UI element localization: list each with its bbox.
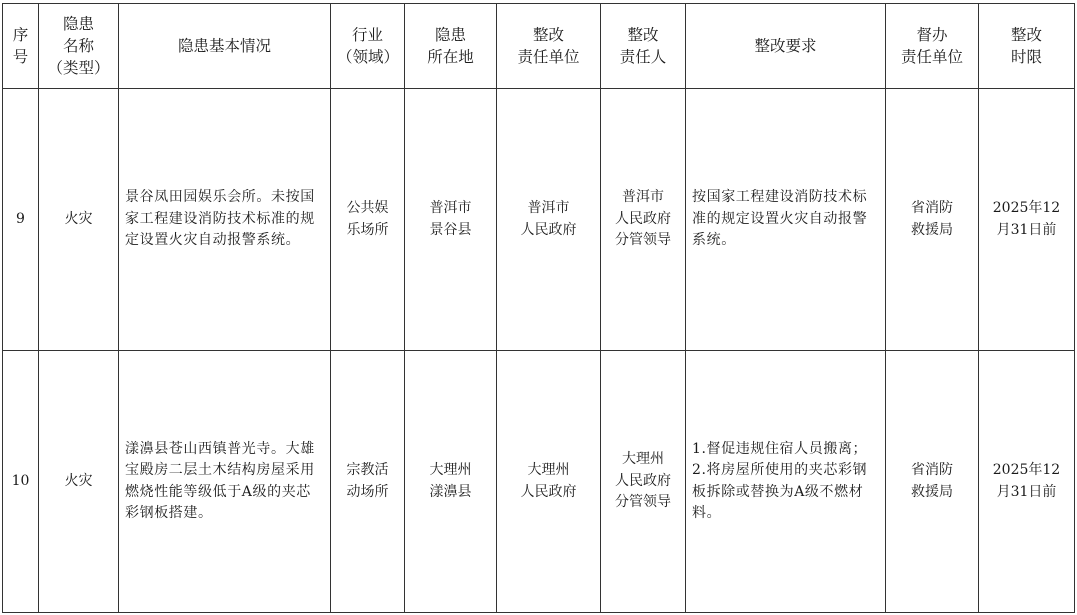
cell-supervisor-unit: 省消防 救援局 [886,89,979,351]
cell-hazard-type: 火灾 [39,351,119,613]
cell-deadline: 2025年12 月31日前 [979,89,1075,351]
cell-industry: 宗教活 动场所 [331,351,405,613]
cell-hazard-type: 火灾 [39,89,119,351]
table-row [3,351,1075,613]
cell-requirement: 按国家工程建设消防技术标准的规定设置火灾自动报警系统。 [686,89,886,351]
cell-deadline: 2025年12 月31日前 [979,351,1075,613]
header-responsible-person: 整改 责任人 [601,4,686,89]
cell-hazard-situation: 漾濞县苍山西镇普光寺。大雄宝殿房二层土木结构房屋采用燃烧性能等级低于A级的夹芯彩钢板搭建。 [119,351,331,613]
header-serial-number: 序 号 [3,4,39,89]
cell-location: 普洱市 景谷县 [405,89,497,351]
table-header-row [3,4,1075,89]
cell-responsible-unit: 大理州 人民政府 [497,351,601,613]
header-deadline: 整改 时限 [979,4,1075,89]
cell-supervisor-unit: 省消防 救援局 [886,351,979,613]
cell-hazard-situation: 景谷凤田园娱乐会所。未按国家工程建设消防技术标准的规定设置火灾自动报警系统。 [119,89,331,351]
table-row [3,89,1075,351]
cell-serial-number: 9 [3,89,39,351]
hazard-table [2,3,1075,613]
header-hazard-situation: 隐患基本情况 [119,4,331,89]
cell-responsible-person: 大理州 人民政府 分管领导 [601,351,686,613]
header-responsible-unit: 整改 责任单位 [497,4,601,89]
cell-serial-number: 10 [3,351,39,613]
header-requirement: 整改要求 [686,4,886,89]
cell-location: 大理州 漾濞县 [405,351,497,613]
header-hazard-name: 隐患 名称 （类型） [39,4,119,89]
cell-responsible-person: 普洱市 人民政府 分管领导 [601,89,686,351]
cell-industry: 公共娱 乐场所 [331,89,405,351]
header-supervisor-unit: 督办 责任单位 [886,4,979,89]
header-location: 隐患 所在地 [405,4,497,89]
header-industry: 行业 （领域） [331,4,405,89]
cell-responsible-unit: 普洱市 人民政府 [497,89,601,351]
cell-requirement: 1.督促违规住宿人员搬离；2.将房屋所使用的夹芯彩钢板拆除或替换为A级不燃材料。 [686,351,886,613]
